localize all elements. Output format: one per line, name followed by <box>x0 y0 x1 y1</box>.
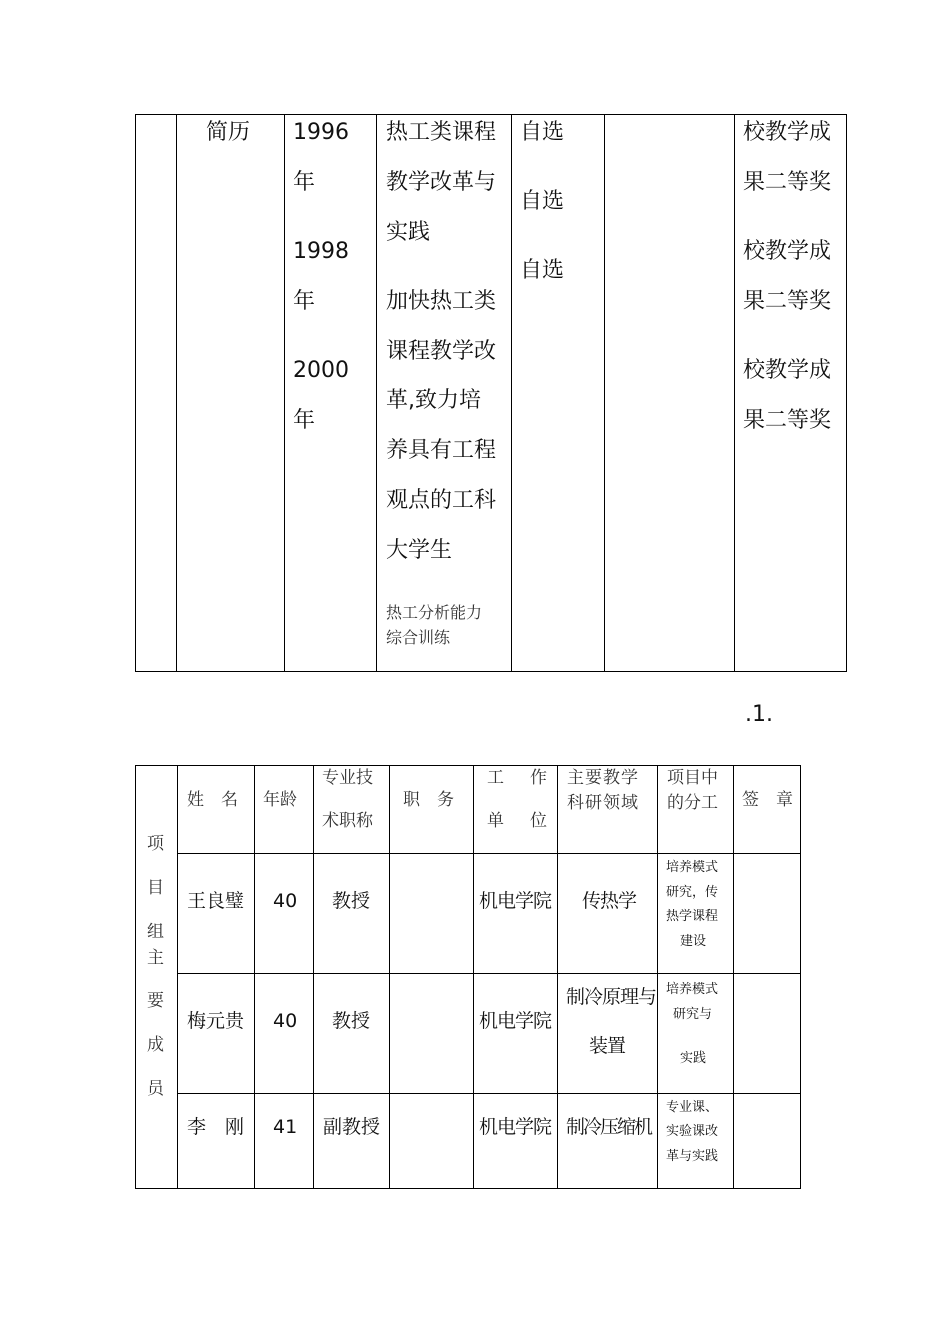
member-title: 副教授 <box>323 1116 381 1138</box>
award-line: 果二等奖 <box>743 408 832 433</box>
project-line: 热工类课程 <box>386 120 497 145</box>
project-line: 革,致力培 <box>386 388 481 413</box>
header-field: 主要教学 <box>567 768 639 788</box>
header-position: 职 务 <box>403 790 454 810</box>
project-line-small: 热工分析能力 <box>386 603 483 622</box>
award-line: 校教学成 <box>743 239 832 264</box>
member-age: 40 <box>273 1010 298 1032</box>
project-line: 教学改革与 <box>386 170 497 195</box>
member-role: 培养模式 <box>666 982 719 997</box>
type-self-selected: 自选 <box>520 189 565 214</box>
year-1998: 1998 <box>293 239 349 264</box>
header-field: 科研领域 <box>567 793 639 813</box>
header-name: 姓 名 <box>187 790 238 810</box>
header-role: 的分工 <box>667 793 718 813</box>
header-role: 项目中 <box>667 768 718 788</box>
project-line: 大学生 <box>386 538 453 563</box>
member-title: 教授 <box>332 890 371 912</box>
project-line: 实践 <box>386 220 431 245</box>
year-unit: 年 <box>293 289 316 314</box>
side-label-char: 项 <box>147 834 164 854</box>
member-role: 培养模式 <box>666 860 719 875</box>
project-line: 养具有工程 <box>386 438 497 463</box>
member-role: 实践 <box>680 1051 707 1066</box>
member-field: 装置 <box>589 1035 626 1057</box>
side-label-char: 成 <box>147 1035 164 1055</box>
member-role: 建设 <box>680 934 707 949</box>
project-line: 观点的工科 <box>386 488 497 513</box>
member-field: 制冷原理与 <box>566 986 657 1008</box>
header-title: 术职称 <box>322 811 373 831</box>
side-label-char: 目 <box>147 878 164 898</box>
page-number: .1. <box>745 702 773 727</box>
type-self-selected: 自选 <box>520 258 565 283</box>
header-unit: 工 作 <box>487 768 547 788</box>
side-label-char: 组 <box>147 922 164 942</box>
header-unit: 单 位 <box>487 811 547 831</box>
member-field: 制冷压缩机 <box>566 1116 652 1138</box>
award-line: 校教学成 <box>743 120 832 145</box>
member-role: 专业课、 <box>666 1100 719 1115</box>
member-unit: 机电学院 <box>479 1116 552 1138</box>
member-name: 李 刚 <box>187 1116 245 1138</box>
member-role: 热学课程 <box>666 909 719 924</box>
side-label-char: 员 <box>147 1079 164 1099</box>
project-line: 课程教学改 <box>386 339 497 364</box>
member-role: 研究，传 <box>666 885 719 900</box>
member-role: 革与实践 <box>666 1149 719 1164</box>
year-2000: 2000 <box>293 358 349 383</box>
project-line-small: 综合训练 <box>386 628 451 647</box>
year-unit: 年 <box>293 170 316 195</box>
side-label-char: 主 <box>147 948 164 968</box>
award-line: 果二等奖 <box>743 289 832 314</box>
member-age: 41 <box>273 1116 298 1138</box>
member-name: 王良璧 <box>187 890 245 912</box>
member-title: 教授 <box>332 1010 371 1032</box>
member-field: 传热学 <box>582 890 637 912</box>
resume-label: 简历 <box>206 120 251 145</box>
year-1996: 1996 <box>293 120 349 145</box>
award-line: 校教学成 <box>743 358 832 383</box>
member-name: 梅元贵 <box>187 1010 245 1032</box>
member-role: 实验课改 <box>666 1124 719 1139</box>
header-title: 专业技 <box>322 768 373 788</box>
member-unit: 机电学院 <box>479 890 552 912</box>
award-line: 果二等奖 <box>743 170 832 195</box>
header-age: 年龄 <box>263 790 297 810</box>
year-unit: 年 <box>293 408 316 433</box>
type-self-selected: 自选 <box>520 120 565 145</box>
member-age: 40 <box>273 890 298 912</box>
member-unit: 机电学院 <box>479 1010 552 1032</box>
side-label-char: 要 <box>147 991 164 1011</box>
header-sign: 签 章 <box>742 790 793 810</box>
member-role: 研究与 <box>673 1007 713 1022</box>
project-line: 加快热工类 <box>386 289 497 314</box>
